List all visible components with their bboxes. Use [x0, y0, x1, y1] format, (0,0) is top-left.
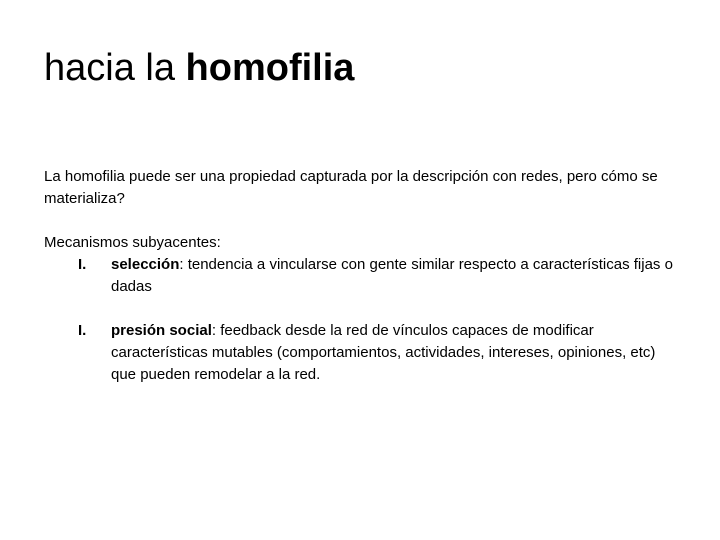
list-marker: I. [78, 322, 87, 339]
slide-title [44, 44, 354, 92]
list-item-presion-social [44, 320, 684, 386]
list-item-text: : tendencia a vincularse con gente similar respecto a características fijas o dadas [111, 256, 673, 295]
list-marker: I. [78, 256, 87, 273]
title-bold: homofilia [185, 47, 355, 89]
mechanisms-heading: Mecanismos subyacentes: [44, 234, 221, 251]
slide-body [44, 166, 684, 386]
list-item-term: presión social [111, 322, 212, 339]
list-item-term: selección [111, 256, 180, 273]
list-item-text: : feedback desde la red de vínculos capaces de modificar características mutables (comportamientos, actividades, intereses, opiniones, etc) que pueden remodelar a la red. [111, 322, 656, 383]
intro-paragraph: La homofilia puede ser una propiedad capturada por la descripción con redes, pero cómo se materializa? [44, 168, 658, 207]
title-regular: hacia la [44, 47, 186, 89]
mechanisms-list [44, 254, 684, 386]
list-item-seleccion [44, 254, 684, 298]
spacer [44, 210, 684, 232]
